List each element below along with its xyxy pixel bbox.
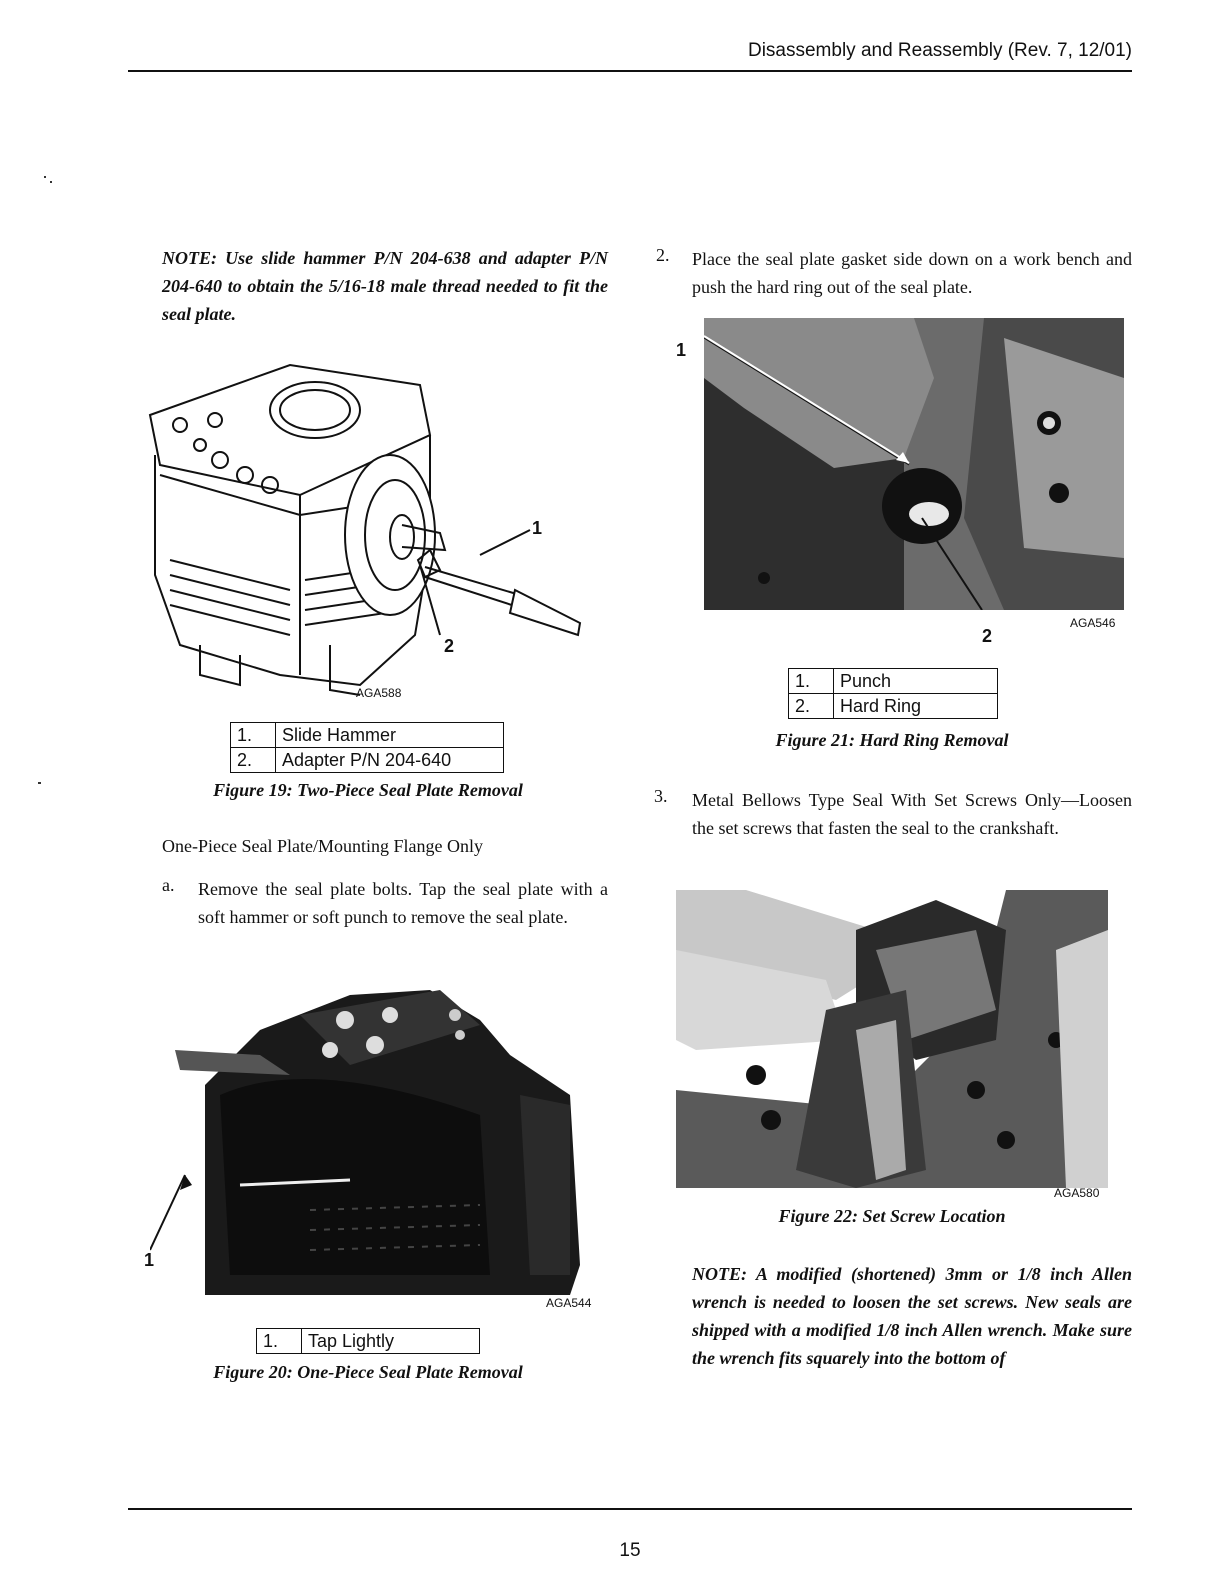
legend-label: Tap Lightly: [302, 1329, 480, 1354]
legend-label: Adapter P/N 204-640: [276, 748, 504, 773]
step-2-text: Place the seal plate gasket side down on a work bench and push the hard ring out of the seal plate.: [692, 249, 1132, 297]
step-3-text: Metal Bellows Type Seal With Set Screws Only—Loosen the set screws that fasten the seal to the crankshaft.: [692, 790, 1132, 838]
legend-row: [257, 1329, 480, 1354]
scan-speck: [50, 181, 52, 183]
figure-20-photo: [150, 975, 590, 1300]
fig20-legend: [256, 1328, 480, 1354]
running-header: Disassembly and Reassembly (Rev. 7, 12/01): [747, 40, 1132, 61]
figure-19-compressor-drawing: [140, 345, 600, 700]
step-3-number: 3.: [654, 786, 668, 806]
legend-label: Punch: [834, 669, 998, 694]
fig19-callout-1: 1: [532, 518, 543, 538]
fig19-legend: [230, 722, 504, 773]
legend-number: 2.: [231, 748, 276, 773]
legend-number: 1.: [231, 723, 276, 748]
fig21-callout-1: 1: [676, 340, 687, 360]
fig21-code: AGA546: [1070, 616, 1116, 630]
page-number: 15: [619, 1540, 641, 1561]
fig19-callout-2: 2: [444, 636, 455, 656]
fig21-legend: [788, 668, 998, 719]
figure-22-photo: [676, 890, 1108, 1188]
legend-label: Slide Hammer: [276, 723, 504, 748]
legend-number: 1.: [789, 669, 834, 694]
note-slide-hammer: NOTE: Use slide hammer P/N 204-638 and adapter P/N 204-640 to obtain the 5/16-18 male thread needed to fit the seal plate.: [162, 248, 608, 324]
scan-speck: [38, 782, 41, 784]
scan-speck: [44, 176, 46, 178]
subheading-one-piece: One-Piece Seal Plate/Mounting Flange Only: [162, 836, 483, 856]
fig22-caption: Figure 22: Set Screw Location: [778, 1206, 1006, 1226]
fig22-code: AGA580: [1054, 1186, 1100, 1200]
fig20-callout-1: 1: [144, 1250, 155, 1270]
legend-row: [789, 694, 998, 719]
legend-label: Hard Ring: [834, 694, 998, 719]
legend-number: 2.: [789, 694, 834, 719]
fig19-caption: Figure 19: Two-Piece Seal Plate Removal: [213, 780, 523, 800]
fig20-caption: Figure 20: One-Piece Seal Plate Removal: [213, 1362, 523, 1382]
figure-21-photo: [704, 318, 1124, 610]
step-2-number: 2.: [656, 245, 670, 265]
legend-row: [231, 748, 504, 773]
fig20-code: AGA544: [546, 1296, 592, 1310]
fig19-code: AGA588: [356, 686, 402, 700]
header-rule: [128, 70, 1132, 72]
fig21-caption: Figure 21: Hard Ring Removal: [775, 730, 1009, 750]
fig21-callout-2: 2: [982, 626, 993, 646]
legend-row: [231, 723, 504, 748]
legend-row: [789, 669, 998, 694]
step-a-number: a.: [162, 875, 175, 895]
note-allen-wrench: NOTE: A modified (shortened) 3mm or 1/8 inch Allen wrench is needed to loosen the set screws. New seals are shipped with a modified 1/8 inch Allen wrench. Make sure the wrench fits squarely into the bottom of: [692, 1264, 1132, 1368]
footer-rule: [128, 1508, 1132, 1510]
step-a-text: Remove the seal plate bolts. Tap the seal plate with a soft hammer or soft punch to remove the seal plate.: [198, 879, 608, 927]
legend-number: 1.: [257, 1329, 302, 1354]
